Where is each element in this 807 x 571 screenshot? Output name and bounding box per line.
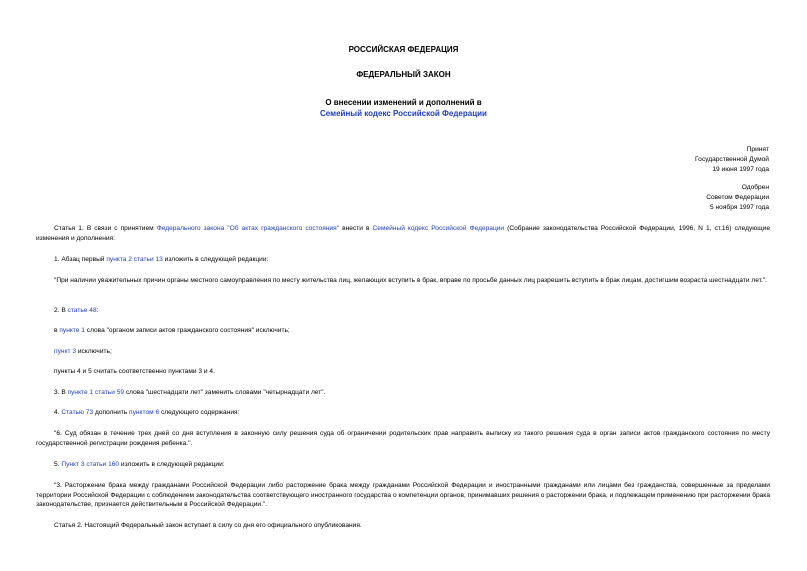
doc-type-heading: ФЕДЕРАЛЬНЫЙ ЗАКОН bbox=[356, 70, 451, 79]
item4-text-c: следующего содержания: bbox=[159, 409, 240, 416]
approved-line3: 5 ноября 1997 года bbox=[710, 203, 769, 211]
title-codex-link[interactable]: Семейный кодекс Российской Федерации bbox=[320, 109, 487, 118]
civil-status-law-link[interactable]: Федерального закона "Об актах гражданского состояния" bbox=[156, 225, 340, 232]
title-line: О внесении изменений и дополнений в bbox=[325, 98, 482, 107]
article-13-link[interactable]: пункта 2 статьи 13 bbox=[106, 256, 163, 263]
item-2-sub1 bbox=[54, 326, 770, 336]
article-160-link[interactable]: Пункт 3 статьи 160 bbox=[61, 461, 120, 468]
article-1 bbox=[36, 224, 770, 243]
item-5 bbox=[54, 460, 770, 470]
point-6-link[interactable]: пунктом 6 bbox=[129, 409, 160, 416]
article-73-link[interactable]: Статью 73 bbox=[61, 409, 94, 416]
item-5-quote: "3. Расторжение брака между гражданами Российской Федерации либо расторжение брака между гражданами Российской Федерации и иностранными гражданами или лицами без гражданства, совершенные за пределами территории Российской Федерации с соблюдением законодательства соответствующего иностранного государства о компетенции органов, принимавших решения о расторжении брака, и подлежащем применению при расторжении брака законодательстве, признается действительным в Российской Федерации.". bbox=[36, 482, 770, 509]
item2-text-a: 2. В bbox=[54, 307, 68, 314]
item2-sub1-text-a: в bbox=[54, 327, 60, 334]
item5-text-a: 5. bbox=[54, 461, 62, 468]
item4-text-a: 4. bbox=[54, 409, 62, 416]
article-2: Статья 2. Настоящий Федеральный закон вступает в силу со дня его официального опубликования. bbox=[54, 522, 362, 529]
article-59-link[interactable]: пункте 1 статьи 59 bbox=[67, 389, 125, 396]
approved-block bbox=[706, 183, 769, 212]
item-2 bbox=[54, 306, 770, 316]
art1-text-a: Статья 1. В связи с принятием bbox=[54, 225, 157, 232]
item-4 bbox=[54, 408, 770, 418]
point-1-link[interactable]: пункте 1 bbox=[59, 327, 85, 334]
item5-text-b: изложить в следующей редакции: bbox=[119, 461, 225, 468]
item2-sub1-text-b: слова "органом записи актов гражданского состояния" исключить; bbox=[84, 327, 290, 334]
item4-text-b: дополнить bbox=[93, 409, 130, 416]
item-1 bbox=[54, 255, 770, 265]
adopted-line2: Государственной Думой bbox=[695, 155, 769, 163]
item1-text-b: изложить в следующей редакции: bbox=[162, 256, 269, 263]
item-1-quote: "При наличии уважительных причин органы местного самоуправления по месту жительства лиц, желающих вступить в брак, вправе по просьбе данных лиц разрешить вступить в брак лицам, достигшим возраста шестнадцати лет.". bbox=[54, 277, 767, 284]
item1-text-a: 1. Абзац первый bbox=[54, 256, 107, 263]
item-2-sub2 bbox=[54, 347, 770, 357]
art1-text-b: внести в bbox=[339, 225, 373, 232]
approved-line1: Одобрен bbox=[741, 184, 769, 191]
item3-text-b: слова "шестнадцати лет" заменить словами "четырнадцати лет". bbox=[124, 389, 326, 396]
item-2-sub3: пункты 4 и 5 считать соответственно пунктами 3 и 4. bbox=[54, 368, 215, 375]
approved-line2: Советом Федерации bbox=[706, 193, 769, 201]
item-3 bbox=[54, 388, 770, 398]
point-3-link[interactable]: пункт 3 bbox=[54, 348, 76, 355]
item3-text-a: 3. В bbox=[54, 389, 68, 396]
adopted-block bbox=[695, 145, 769, 174]
article-48-link[interactable]: статье 48 bbox=[67, 307, 97, 314]
family-code-link[interactable]: Семейный кодекс Российской Федерации bbox=[372, 225, 505, 232]
country-heading: РОССИЙСКАЯ ФЕДЕРАЦИЯ bbox=[348, 45, 459, 54]
adopted-line3: 19 июня 1997 года bbox=[712, 165, 769, 173]
item-4-quote: "6. Суд обязан в течение трех дней со дня вступления в законную силу решения суда об ограничении родительских прав направить выписку из такого решения суда в орган записи актов гражданского состояния по месту государственной регистрации рождения ребенка.". bbox=[36, 430, 770, 447]
item2-sub2-text: исключить; bbox=[76, 348, 112, 355]
art1-text-c: (Собрание законодательства Российской Федерации, 1996, N 1, ст.16) следующие изменения и дополнения: bbox=[36, 225, 770, 242]
item2-text-b: : bbox=[96, 307, 99, 314]
adopted-line1: Принят bbox=[746, 146, 769, 153]
